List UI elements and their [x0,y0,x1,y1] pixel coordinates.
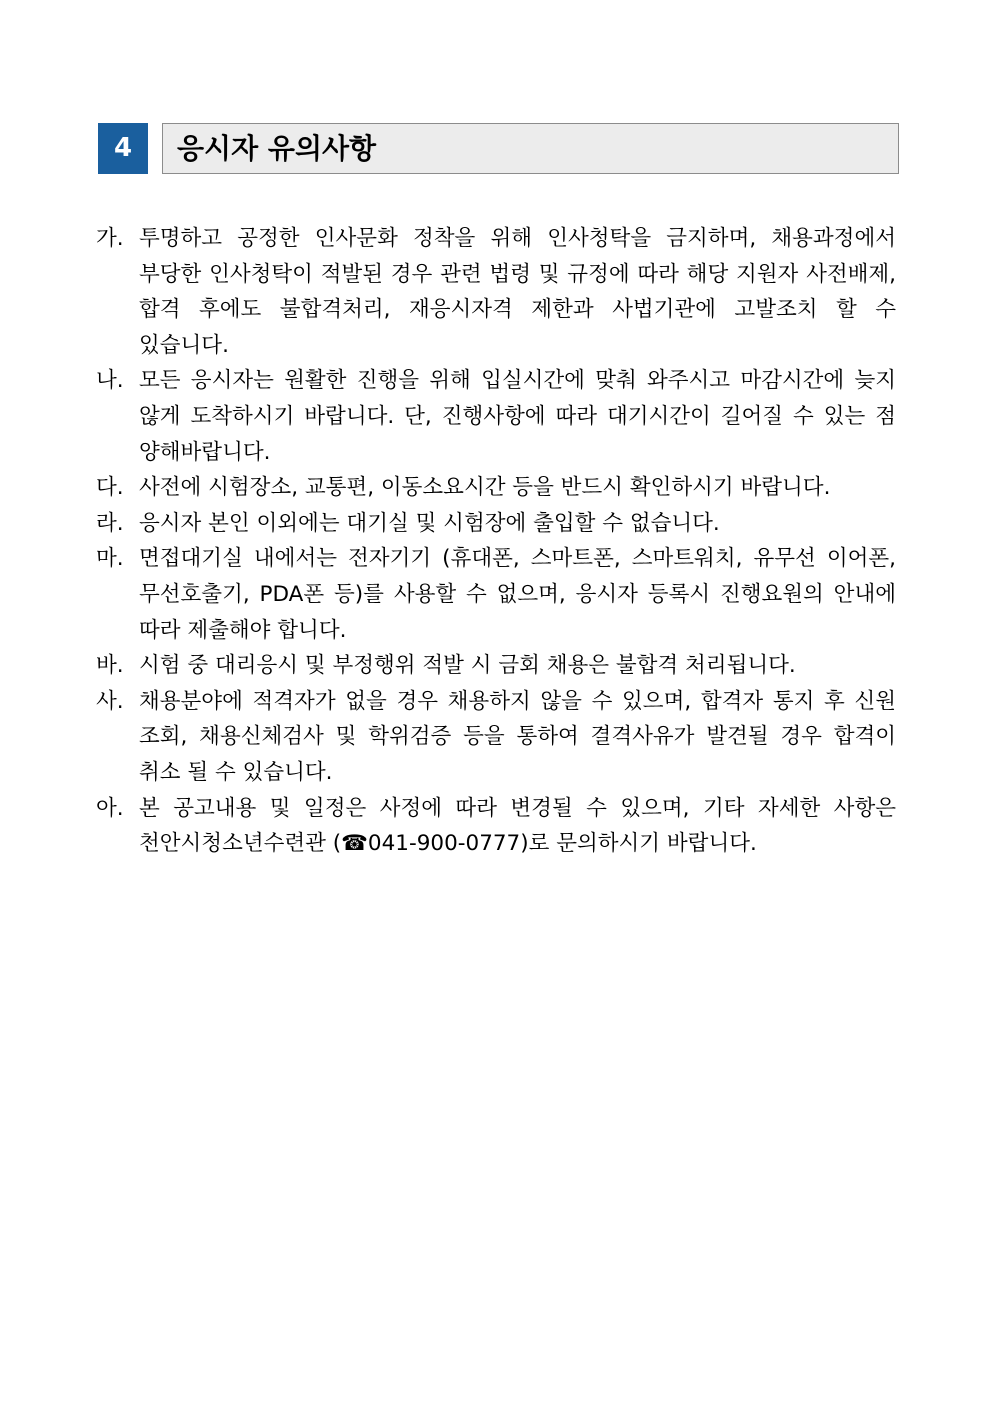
notice-text: 응시자 본인 이외에는 대기실 및 시험장에 출입할 수 없습니다. [139,510,720,536]
section-header [98,123,899,174]
notice-marker: 나. [96,368,124,394]
section-title: 응시자 유의사항 [177,132,377,165]
notice-marker: 다. [96,475,124,501]
notice-text: 면접대기실 내에서는 전자기기 (휴대폰, 스마트폰, 스마트워치, 유무선 이어폰, 무선호출기, PDA폰 등)를 사용할 수 없으며, 응시자 등록시 진행요원의 안내에 따라 제출해야 합니다. [139,546,896,643]
notice-text: 시험 중 대리응시 및 부정행위 적발 시 금회 채용은 불합격 처리됩니다. [139,653,796,679]
notice-item [96,363,896,470]
notice-marker: 마. [96,546,124,572]
notice-item [96,506,896,542]
notice-marker: 사. [96,688,124,714]
notice-item [96,221,896,363]
notice-text: 본 공고내용 및 일정은 사정에 따라 변경될 수 있으며, 기타 자세한 사항은 천안시청소년수련관 (☎041-900-0777)로 문의하시기 바랍니다. [139,795,896,857]
notice-list [96,221,896,862]
notice-item [96,684,896,791]
notice-item [96,791,896,862]
notice-item [96,648,896,684]
notice-text: 사전에 시험장소, 교통편, 이동소요시간 등을 반드시 확인하시기 바랍니다. [139,475,831,501]
notice-text: 투명하고 공정한 인사문화 정착을 위해 인사청탁을 금지하며, 채용과정에서 부당한 인사청탁이 적발된 경우 관련 법령 및 규정에 따라 해당 지원자 사전배제, 합격 후에도 불합격처리, 재응시자격 제한과 사법기관에 고발조치 할 수 있습니다. [139,226,896,358]
notice-marker: 바. [96,653,124,679]
notice-marker: 가. [96,226,124,251]
notice-item [96,541,896,648]
notice-marker: 라. [96,510,124,536]
notice-text: 모든 응시자는 원활한 진행을 위해 입실시간에 맞춰 와주시고 마감시간에 늦지 않게 도착하시기 바랍니다. 단, 진행사항에 따라 대기시간이 길어질 수 있는 점 양해바랍니다. [139,368,896,465]
notice-marker: 아. [96,795,124,821]
notice-item [96,470,896,506]
section-title-box [162,123,899,174]
section-number: 4 [98,123,148,174]
notice-text: 채용분야에 적격자가 없을 경우 채용하지 않을 수 있으며, 합격자 통지 후 신원 조회, 채용신체검사 및 학위검증 등을 통하여 결격사유가 발견될 경우 합격이 취소 될 수 있습니다. [139,688,896,785]
